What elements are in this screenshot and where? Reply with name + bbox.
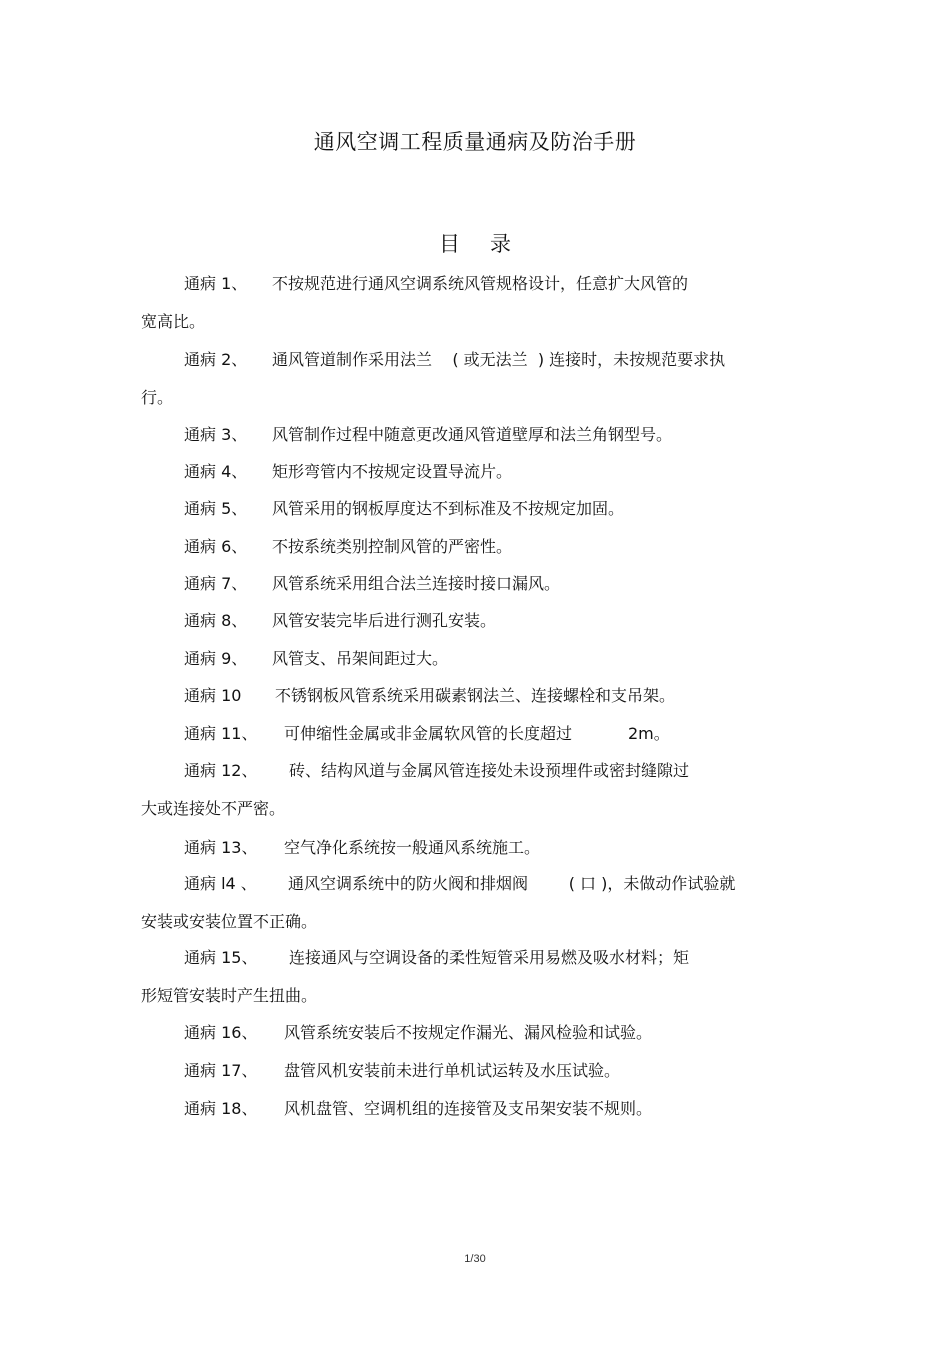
toc-entry-label: 通病 13、 <box>184 838 258 857</box>
toc-heading <box>0 228 950 258</box>
toc-entry-continuation: 大或连接处不严密。 <box>141 799 286 818</box>
toc-entry-label: 通病 15、 <box>184 948 258 967</box>
toc-entry-label: 通病 l4 、 <box>184 874 257 893</box>
toc-entry-label: 通病 12、 <box>184 761 258 780</box>
toc-entry-text: 通风管道制作采用法兰 ( 或无法兰 ) 连接时，未按规范要求执 <box>272 350 726 369</box>
toc-entry-label: 通病 1、 <box>184 274 248 293</box>
toc-entry-text: 盘管风机安装前未进行单机试运转及水压试验。 <box>284 1061 621 1080</box>
toc-entry-text: 风管系统采用组合法兰连接时接口漏风。 <box>272 574 561 593</box>
toc-entry-text: 空气净化系统按一般通风系统施工。 <box>284 838 541 857</box>
toc-entry-label: 通病 8、 <box>184 611 248 630</box>
toc-entry-label: 通病 10 <box>184 686 242 705</box>
toc-entry-label: 通病 9、 <box>184 649 248 668</box>
toc-entry-text: 风管安装完毕后进行测孔安装。 <box>272 611 497 630</box>
toc-entry-text: 不按系统类别控制风管的严密性。 <box>272 537 513 556</box>
toc-entry-label: 通病 6、 <box>184 537 248 556</box>
toc-entry-text: 矩形弯管内不按规定设置导流片。 <box>272 462 513 481</box>
toc-entry-label: 通病 4、 <box>184 462 248 481</box>
toc-entry-text: 风机盘管、空调机组的连接管及支吊架安装不规则。 <box>284 1099 653 1118</box>
toc-entry-label: 通病 11、 <box>184 724 258 743</box>
toc-entry-text: 风管支、吊架间距过大。 <box>272 649 449 668</box>
toc-entry-label: 通病 16、 <box>184 1023 258 1042</box>
toc-entry-text: 砖、结构风道与金属风管连接处未设预埋件或密封缝隙过 <box>289 761 690 780</box>
toc-entry-label: 通病 5、 <box>184 499 248 518</box>
toc-entry-text: 可伸缩性金属或非金属软风管的长度超过 2m。 <box>284 724 670 743</box>
document-title: 通风空调工程质量通病及防治手册 <box>313 130 637 154</box>
toc-entry-continuation: 宽高比。 <box>141 312 206 331</box>
toc-entry-text: 通风空调系统中的防火阀和排烟阀 ( 口 )，未做动作试验就 <box>288 874 736 893</box>
toc-entry-continuation: 安装或安装位置不正确。 <box>141 912 318 931</box>
toc-entry-text: 风管系统安装后不按规定作漏光、漏风检验和试验。 <box>284 1023 653 1042</box>
toc-entry-text: 不按规范进行通风空调系统风管规格设计，任意扩大风管的 <box>272 274 689 293</box>
toc-entry-continuation: 形短管安装时产生扭曲。 <box>141 986 318 1005</box>
toc-entry-label: 通病 3、 <box>184 425 248 444</box>
toc-entry-label: 通病 7、 <box>184 574 248 593</box>
toc-entry-continuation: 行。 <box>141 388 174 407</box>
toc-entry-text: 风管采用的钢板厚度达不到标准及不按规定加固。 <box>272 499 625 518</box>
toc-entry-text: 连接通风与空调设备的柔性短管采用易燃及吸水材料；矩 <box>289 948 690 967</box>
toc-entry-label: 通病 17、 <box>184 1061 258 1080</box>
toc-heading-right: 录 <box>490 232 511 256</box>
toc-entry-text: 风管制作过程中随意更改通风管道壁厚和法兰角钢型号。 <box>272 425 673 444</box>
toc-entry-text: 不锈钢板风管系统采用碳素钢法兰、连接螺栓和支吊架。 <box>275 686 676 705</box>
toc-entry-label: 通病 18、 <box>184 1099 258 1118</box>
toc-heading-left: 目 <box>439 232 460 256</box>
page-number: 1/30 <box>464 1253 486 1265</box>
toc-entry-label: 通病 2、 <box>184 350 248 369</box>
